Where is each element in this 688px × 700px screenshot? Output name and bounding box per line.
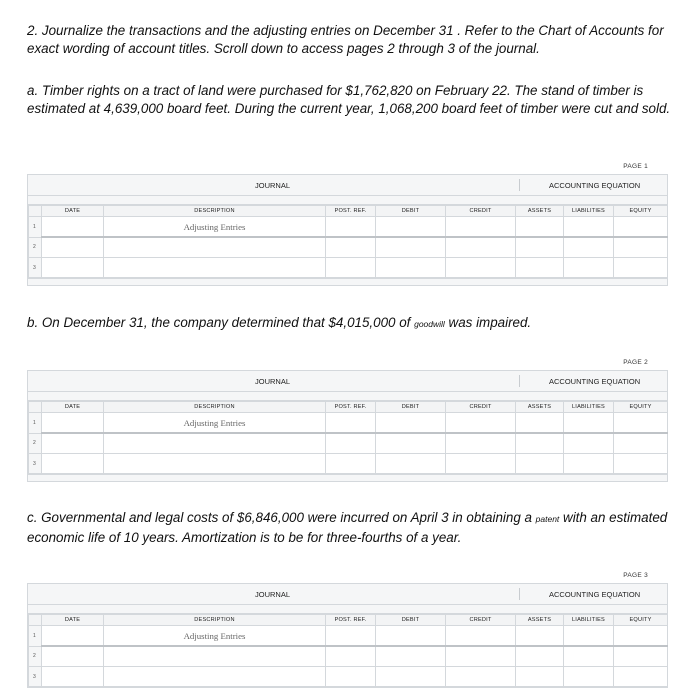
assets-column-header: ASSETS — [516, 206, 564, 217]
accounting-equation-title: ACCOUNTING EQUATION — [549, 590, 641, 599]
part-b-before: b. On December 31, the company determined that $4,015,000 of — [27, 315, 415, 330]
date-cell[interactable] — [42, 667, 104, 687]
date-cell[interactable] — [42, 237, 104, 258]
credit-cell[interactable] — [446, 626, 516, 647]
header-divider — [519, 375, 520, 387]
header-divider — [519, 588, 520, 600]
liabilities-cell[interactable] — [564, 646, 614, 667]
row-number: 2 — [29, 237, 42, 258]
journal-row — [29, 433, 668, 454]
debit-cell[interactable] — [376, 258, 446, 278]
equity-cell[interactable] — [614, 237, 668, 258]
description-column-header: DESCRIPTION — [104, 206, 326, 217]
header-spacer — [28, 196, 667, 205]
row-number: 3 — [29, 454, 42, 474]
row-number: 2 — [29, 646, 42, 667]
liabilities-cell[interactable] — [564, 413, 614, 434]
header-divider — [519, 179, 520, 191]
credit-cell[interactable] — [446, 646, 516, 667]
post-ref-cell[interactable] — [326, 237, 376, 258]
part-b-text — [27, 314, 672, 334]
debit-cell[interactable] — [376, 454, 446, 474]
journal-header — [28, 175, 667, 196]
column-header-row — [29, 402, 668, 413]
debit-cell[interactable] — [376, 413, 446, 434]
part-c-after: with an estimated economic life of 10 years. Amortization is to be for three-fourths of a year. — [27, 510, 668, 545]
journal-row — [29, 258, 668, 278]
liabilities-column-header: LIABILITIES — [564, 206, 614, 217]
row-number: 3 — [29, 258, 42, 278]
instructions-text: 2. Journalize the transactions and the adjusting entries on December 31 . Refer to the Chart of Accounts for exact wording of account titles. Scroll down to access pages 2 through 3 of the journal. — [27, 23, 664, 56]
debit-cell[interactable] — [376, 626, 446, 647]
date-cell[interactable] — [42, 413, 104, 434]
journal-page-2 — [27, 370, 668, 482]
assets-cell[interactable] — [516, 413, 564, 434]
accounting-equation-title: ACCOUNTING EQUATION — [549, 181, 641, 190]
journal-row — [29, 626, 668, 647]
row-number-header — [29, 402, 42, 413]
patent-term[interactable]: patent — [535, 514, 560, 524]
debit-column-header: DEBIT — [376, 402, 446, 413]
credit-cell[interactable] — [446, 413, 516, 434]
description-column-header: DESCRIPTION — [104, 615, 326, 626]
description-cell[interactable]: Adjusting Entries — [104, 413, 326, 434]
journal-table — [28, 401, 668, 474]
equity-cell[interactable] — [614, 433, 668, 454]
row-number: 2 — [29, 433, 42, 454]
credit-cell[interactable] — [446, 217, 516, 238]
assets-column-header: ASSETS — [516, 615, 564, 626]
journal-title: JOURNAL — [255, 590, 291, 599]
assets-cell[interactable] — [516, 667, 564, 687]
assets-cell[interactable] — [516, 258, 564, 278]
credit-column-header: CREDIT — [446, 206, 516, 217]
debit-cell[interactable] — [376, 433, 446, 454]
description-cell[interactable] — [104, 258, 326, 278]
row-number: 1 — [29, 626, 42, 647]
equity-cell[interactable] — [614, 217, 668, 238]
liabilities-column-header: LIABILITIES — [564, 615, 614, 626]
description-column-header: DESCRIPTION — [104, 402, 326, 413]
equity-column-header: EQUITY — [614, 402, 668, 413]
equity-column-header: EQUITY — [614, 206, 668, 217]
assets-cell[interactable] — [516, 217, 564, 238]
description-cell[interactable] — [104, 454, 326, 474]
debit-cell[interactable] — [376, 217, 446, 238]
journal-page-1 — [27, 174, 668, 286]
assets-cell[interactable] — [516, 626, 564, 647]
assets-cell[interactable] — [516, 237, 564, 258]
accounting-equation-title: ACCOUNTING EQUATION — [549, 377, 641, 386]
debit-column-header: DEBIT — [376, 615, 446, 626]
equity-cell[interactable] — [614, 413, 668, 434]
part-c-before: c. Governmental and legal costs of $6,846,000 were incurred on April 3 in obtaining a — [27, 510, 536, 525]
description-cell[interactable]: Adjusting Entries — [104, 217, 326, 238]
liabilities-cell[interactable] — [564, 217, 614, 238]
journal-row — [29, 237, 668, 258]
liabilities-cell[interactable] — [564, 433, 614, 454]
journal-title: JOURNAL — [255, 181, 291, 190]
debit-column-header: DEBIT — [376, 206, 446, 217]
journal-header — [28, 371, 667, 392]
debit-cell[interactable] — [376, 237, 446, 258]
equity-column-header: EQUITY — [614, 615, 668, 626]
credit-column-header: CREDIT — [446, 402, 516, 413]
equity-cell[interactable] — [614, 646, 668, 667]
page-label-2: PAGE 2 — [623, 359, 648, 366]
row-number: 1 — [29, 217, 42, 238]
date-cell[interactable] — [42, 626, 104, 647]
journal-page-3 — [27, 583, 668, 688]
journal-row — [29, 646, 668, 667]
post-ref-column-header: POST. REF. — [326, 402, 376, 413]
part-b-after: was impaired. — [444, 315, 532, 330]
equity-cell[interactable] — [614, 454, 668, 474]
credit-cell[interactable] — [446, 237, 516, 258]
post-ref-cell[interactable] — [326, 217, 376, 238]
journal-row — [29, 413, 668, 434]
header-spacer — [28, 392, 667, 401]
liabilities-cell[interactable] — [564, 258, 614, 278]
assets-cell[interactable] — [516, 433, 564, 454]
journal-row — [29, 667, 668, 687]
post-ref-cell[interactable] — [326, 646, 376, 667]
post-ref-column-header: POST. REF. — [326, 206, 376, 217]
post-ref-cell[interactable] — [326, 413, 376, 434]
liabilities-cell[interactable] — [564, 454, 614, 474]
date-cell[interactable] — [42, 258, 104, 278]
description-cell[interactable] — [104, 433, 326, 454]
post-ref-cell[interactable] — [326, 433, 376, 454]
part-a-text: a. Timber rights on a tract of land were purchased for $1,762,820 on February 22. The stand of timber is estimated at 4,639,000 board feet. During the current year, 1,068,200 board feet of timber were cut and sold. — [27, 83, 671, 116]
part-c-text — [27, 509, 672, 546]
post-ref-cell[interactable] — [326, 667, 376, 687]
equity-cell[interactable] — [614, 258, 668, 278]
journal-row — [29, 217, 668, 238]
header-spacer — [28, 605, 667, 614]
journal-footer — [28, 278, 667, 285]
credit-cell[interactable] — [446, 667, 516, 687]
credit-column-header: CREDIT — [446, 615, 516, 626]
column-header-row — [29, 206, 668, 217]
liabilities-cell[interactable] — [564, 626, 614, 647]
page-label-3: PAGE 3 — [623, 572, 648, 579]
description-cell[interactable] — [104, 646, 326, 667]
date-cell[interactable] — [42, 646, 104, 667]
date-column-header: DATE — [42, 615, 104, 626]
date-cell[interactable] — [42, 454, 104, 474]
row-number: 1 — [29, 413, 42, 434]
goodwill-term[interactable]: goodwill — [414, 319, 445, 329]
journal-table — [28, 205, 668, 278]
post-ref-column-header: POST. REF. — [326, 615, 376, 626]
date-cell[interactable] — [42, 217, 104, 238]
description-cell[interactable] — [104, 237, 326, 258]
row-number-header — [29, 206, 42, 217]
debit-cell[interactable] — [376, 667, 446, 687]
column-header-row — [29, 615, 668, 626]
assets-cell[interactable] — [516, 454, 564, 474]
page-label-1: PAGE 1 — [623, 163, 648, 170]
post-ref-cell[interactable] — [326, 454, 376, 474]
journal-row — [29, 454, 668, 474]
credit-cell[interactable] — [446, 433, 516, 454]
journal-footer — [28, 474, 667, 481]
row-number-header — [29, 615, 42, 626]
equity-cell[interactable] — [614, 667, 668, 687]
date-column-header: DATE — [42, 402, 104, 413]
description-cell[interactable]: Adjusting Entries — [104, 626, 326, 647]
post-ref-cell[interactable] — [326, 258, 376, 278]
journal-header — [28, 584, 667, 605]
date-cell[interactable] — [42, 433, 104, 454]
credit-cell[interactable] — [446, 454, 516, 474]
journal-title: JOURNAL — [255, 377, 291, 386]
assets-cell[interactable] — [516, 646, 564, 667]
equity-cell[interactable] — [614, 626, 668, 647]
credit-cell[interactable] — [446, 258, 516, 278]
description-cell[interactable] — [104, 667, 326, 687]
post-ref-cell[interactable] — [326, 626, 376, 647]
journal-table — [28, 614, 668, 687]
liabilities-cell[interactable] — [564, 667, 614, 687]
row-number: 3 — [29, 667, 42, 687]
liabilities-cell[interactable] — [564, 237, 614, 258]
assets-column-header: ASSETS — [516, 402, 564, 413]
debit-cell[interactable] — [376, 646, 446, 667]
liabilities-column-header: LIABILITIES — [564, 402, 614, 413]
date-column-header: DATE — [42, 206, 104, 217]
